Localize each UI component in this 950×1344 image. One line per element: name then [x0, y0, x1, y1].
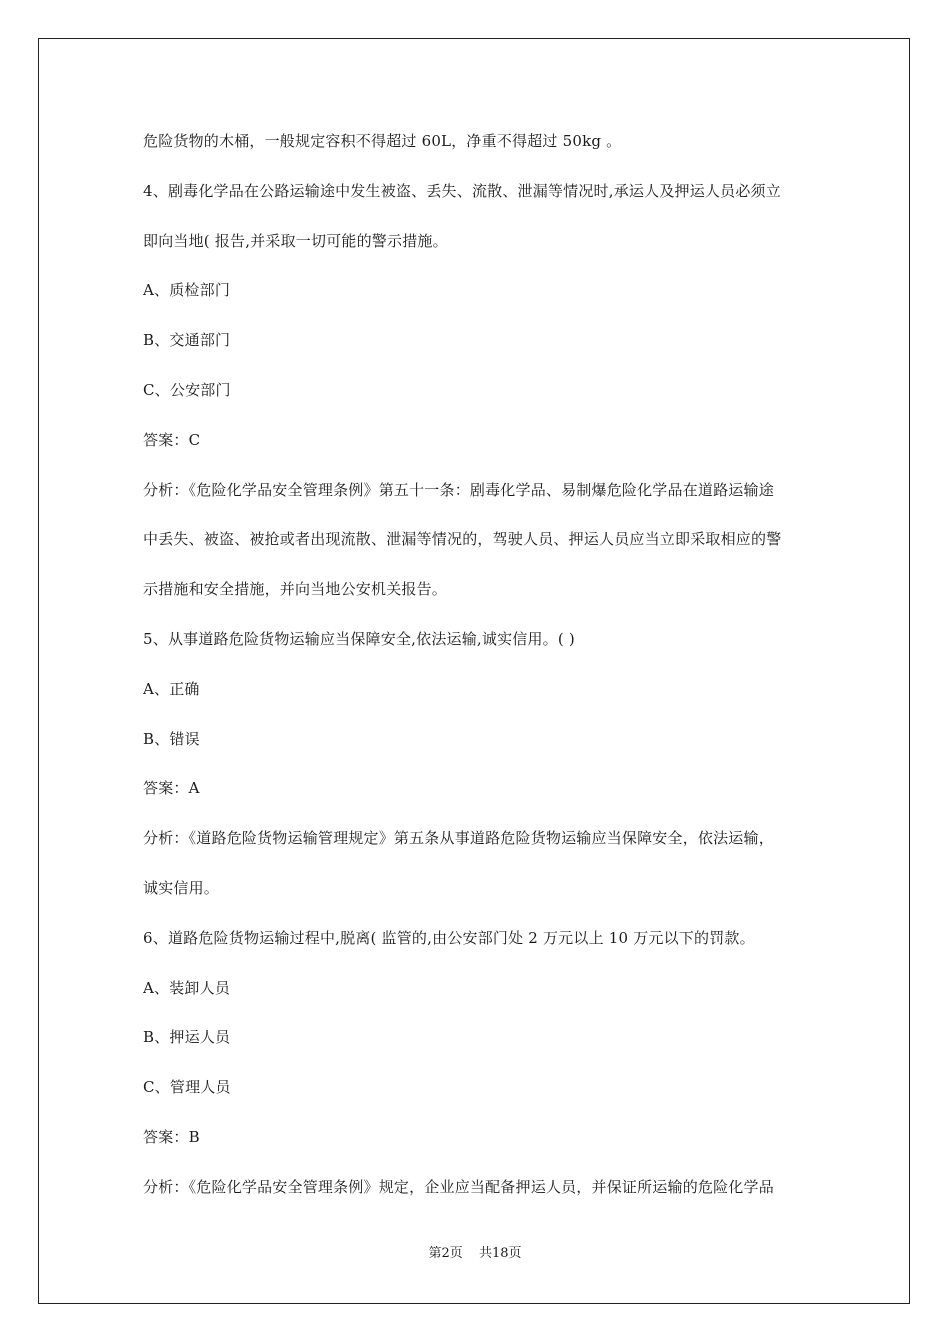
option-b: B、押运人员 [143, 1028, 231, 1047]
option-a: A、质检部门 [143, 281, 231, 300]
page-number: 第2页 [428, 1246, 463, 1261]
question-4: 4、剧毒化学品在公路运输途中发生被盗、丢失、流散、泄漏等情况时,承运人及押运人员必须立 [143, 181, 781, 200]
page-footer [0, 1245, 950, 1263]
answer: 答案：B [143, 1127, 200, 1146]
answer: 答案：C [143, 430, 201, 449]
text-line: 即向当地( 报告,并采取一切可能的警示措施。 [143, 231, 448, 250]
text-line: 诚实信用。 [143, 878, 220, 897]
option-a: A、装卸人员 [143, 978, 231, 997]
question-6: 6、道路危险货物运输过程中,脱离( 监管的,由公安部门处 2 万元以上 10 万元以下的罚款。 [143, 928, 755, 947]
text-line: 危险货物的木桶，一般规定容积不得超过 60L，净重不得超过 50kg 。 [143, 132, 622, 150]
question-5: 5、从事道路危险货物运输应当保障安全,依法运输,诚实信用。( ) [143, 629, 575, 648]
analysis: 分析：《危险化学品安全管理条例》第五十一条：剧毒化学品、易制爆危险化学品在道路运输途 [143, 480, 774, 499]
option-c: C、管理人员 [143, 1078, 231, 1097]
text-line: 中丢失、被盗、被抢或者出现流散、泄漏等情况的，驾驶人员、押运人员应当立即采取相应的警 [143, 530, 782, 549]
page-total: 共18页 [478, 1246, 522, 1261]
option-a: A、正确 [143, 679, 200, 698]
text-line: 示措施和安全措施，并向当地公安机关报告。 [143, 580, 448, 599]
answer: 答案：A [143, 779, 200, 798]
document-body [143, 122, 813, 1218]
option-c: C、公安部门 [143, 380, 231, 399]
analysis: 分析：《道路危险货物运输管理规定》第五条从事道路危险货物运输应当保障安全，依法运输， [143, 829, 774, 848]
option-b: B、交通部门 [143, 331, 231, 350]
option-b: B、错误 [143, 729, 200, 748]
analysis: 分析：《危险化学品安全管理条例》规定，企业应当配备押运人员，并保证所运输的危险化学品 [143, 1177, 774, 1196]
